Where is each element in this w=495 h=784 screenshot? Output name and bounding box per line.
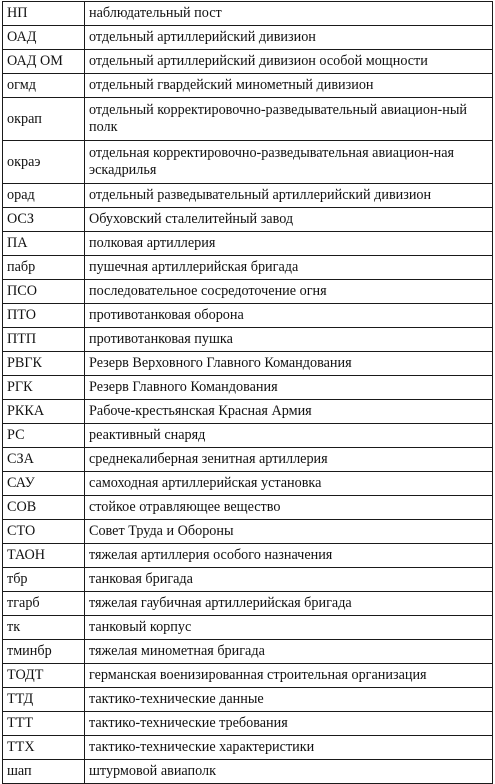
definition-cell: стойкое отравляющее вещество [85,496,493,520]
table-row [3,472,493,496]
definition-cell: пушечная артиллерийская бригада [85,256,493,280]
definition-cell: тяжелая минометная бригада [85,640,493,664]
table-row [3,352,493,376]
table-row [3,520,493,544]
abbreviation-cell: шап [3,760,85,784]
table-row [3,496,493,520]
abbreviation-cell: окрап [3,98,85,141]
definition-cell: Резерв Главного Командования [85,376,493,400]
definition-cell: наблюдательный пост [85,2,493,26]
abbreviation-cell: ТОДТ [3,664,85,688]
abbreviation-cell: ПТО [3,304,85,328]
definition-cell: тяжелая артиллерия особого назначения [85,544,493,568]
definition-cell: германская военизированная строительная организация [85,664,493,688]
table-row [3,50,493,74]
definition-cell: Резерв Верховного Главного Командования [85,352,493,376]
definition-cell: реактивный снаряд [85,424,493,448]
table-row [3,184,493,208]
definition-cell: отдельный артиллерийский дивизион [85,26,493,50]
definition-cell: отдельный гвардейский минометный дивизион [85,74,493,98]
table-row [3,664,493,688]
definition-cell: тактико-технические требования [85,712,493,736]
table-row [3,26,493,50]
abbreviation-cell: ТАОН [3,544,85,568]
table-row [3,544,493,568]
definition-cell: танковый корпус [85,616,493,640]
table-row [3,280,493,304]
definition-cell: последовательное сосредоточение огня [85,280,493,304]
abbreviation-cell: ОСЗ [3,208,85,232]
definition-cell: Совет Труда и Обороны [85,520,493,544]
definition-cell: самоходная артиллерийская установка [85,472,493,496]
table-row [3,448,493,472]
table-row [3,424,493,448]
abbreviation-cell: тгарб [3,592,85,616]
abbreviation-cell: пабр [3,256,85,280]
table-row [3,208,493,232]
table-row [3,592,493,616]
abbreviation-cell: САУ [3,472,85,496]
abbreviation-cell: тминбр [3,640,85,664]
definition-cell: среднекалиберная зенитная артиллерия [85,448,493,472]
table-row [3,736,493,760]
abbreviation-cell: ПТП [3,328,85,352]
table-row [3,712,493,736]
abbreviations-table-body [3,2,493,784]
table-row [3,640,493,664]
abbreviation-cell: ТТХ [3,736,85,760]
definition-cell: противотанковая оборона [85,304,493,328]
table-row [3,400,493,424]
abbreviation-cell: СОВ [3,496,85,520]
abbreviation-cell: ПСО [3,280,85,304]
table-row [3,232,493,256]
table-row [3,688,493,712]
abbreviation-cell: огмд [3,74,85,98]
table-row [3,304,493,328]
definition-cell: отдельный разведывательный артиллерийский дивизион [85,184,493,208]
definition-cell: тактико-технические данные [85,688,493,712]
definition-cell: Обуховский сталелитейный завод [85,208,493,232]
abbreviation-cell: РГК [3,376,85,400]
definition-cell: отдельный артиллерийский дивизион особой мощности [85,50,493,74]
table-row [3,256,493,280]
definition-cell: отдельный корректировочно-разведывательный авиацион-ный полк [85,98,493,141]
table-row [3,376,493,400]
abbreviation-cell: орад [3,184,85,208]
abbreviation-cell: РВГК [3,352,85,376]
definition-cell: штурмовой авиаполк [85,760,493,784]
abbreviation-cell: тк [3,616,85,640]
abbreviation-cell: ОАД ОМ [3,50,85,74]
abbreviation-cell: окраэ [3,141,85,184]
abbreviations-table [2,1,493,784]
abbreviation-cell: тбр [3,568,85,592]
definition-cell: тяжелая гаубичная артиллерийская бригада [85,592,493,616]
table-row [3,760,493,784]
table-row [3,568,493,592]
table-row [3,2,493,26]
definition-cell: тактико-технические характеристики [85,736,493,760]
abbreviation-cell: РС [3,424,85,448]
abbreviation-cell: ПА [3,232,85,256]
definition-cell: полковая артиллерия [85,232,493,256]
definition-cell: Рабоче-крестьянская Красная Армия [85,400,493,424]
abbreviation-cell: ТТД [3,688,85,712]
definition-cell: танковая бригада [85,568,493,592]
table-row [3,74,493,98]
abbreviation-cell: СЗА [3,448,85,472]
abbreviation-cell: НП [3,2,85,26]
definition-cell: противотанковая пушка [85,328,493,352]
abbreviation-cell: РККА [3,400,85,424]
abbreviation-cell: ОАД [3,26,85,50]
table-row [3,616,493,640]
abbreviation-cell: ТТТ [3,712,85,736]
table-row [3,141,493,184]
abbreviation-cell: СТО [3,520,85,544]
table-row [3,98,493,141]
definition-cell: отдельная корректировочно-разведывательная авиацион-ная эскадрилья [85,141,493,184]
table-row [3,328,493,352]
